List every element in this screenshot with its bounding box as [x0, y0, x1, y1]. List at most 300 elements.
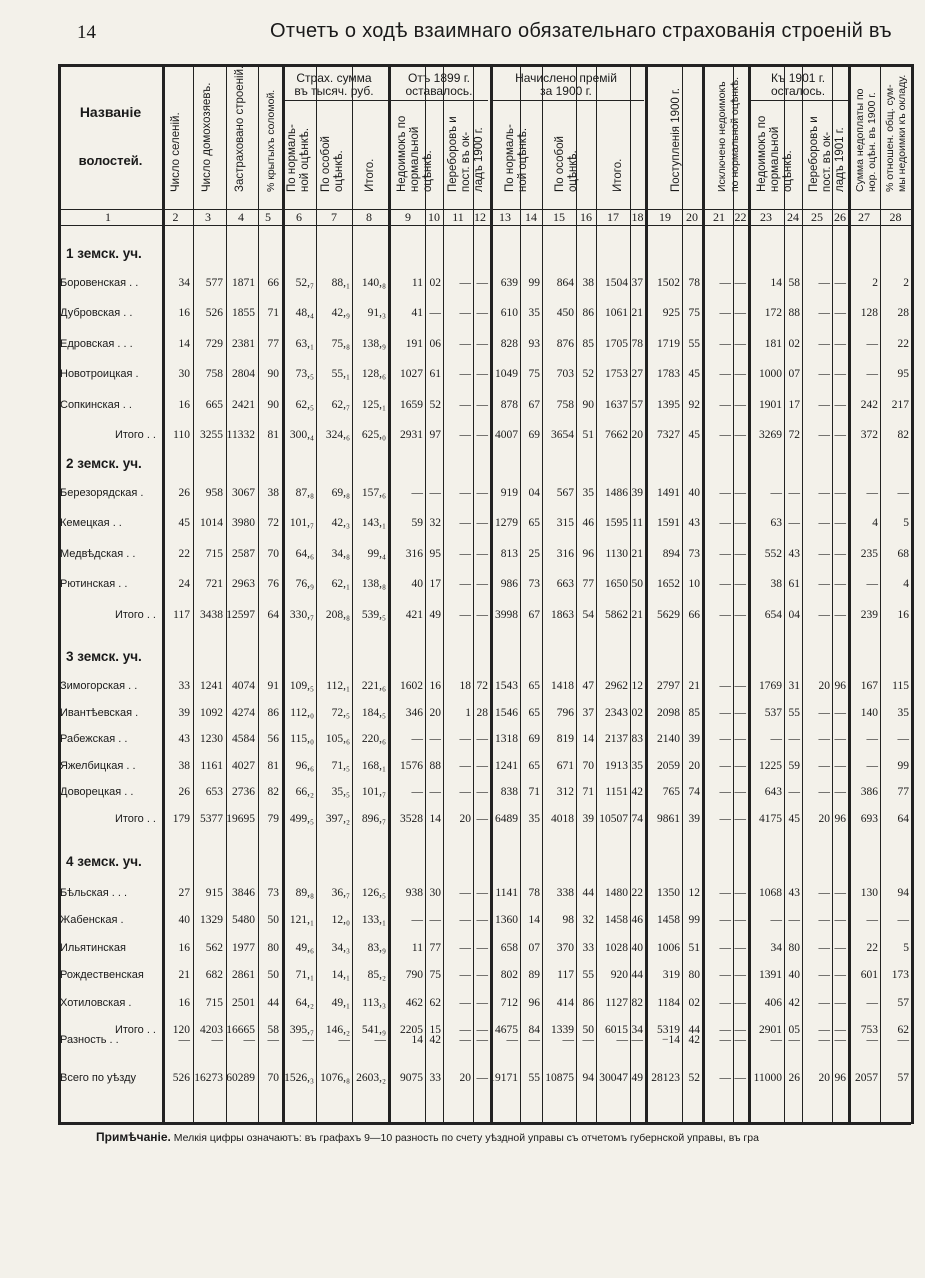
table-cell: 2059: [657, 760, 680, 772]
table-cell: 146,₂: [325, 1024, 350, 1036]
table-cell: 82: [267, 786, 279, 798]
table-cell: 65: [528, 680, 540, 692]
table-cell: 70: [267, 548, 279, 560]
table-cell: —: [476, 1034, 488, 1046]
table-cell: 12,₀: [331, 914, 350, 926]
colnum: 11: [452, 210, 464, 224]
table-cell: —: [866, 733, 878, 745]
table-cell: —: [734, 307, 746, 319]
table-cell: —: [834, 277, 846, 289]
table-cell: —: [719, 942, 731, 954]
table-cell: 96: [834, 813, 846, 825]
table-cell: —: [719, 487, 731, 499]
table-cell: 33: [178, 680, 190, 692]
table-cell: 25: [528, 548, 540, 560]
table-cell: 1028: [605, 942, 628, 954]
table-cell: 93: [528, 338, 540, 350]
table-cell: 16665: [226, 1024, 255, 1036]
table-cell: 49,₁: [331, 997, 350, 1009]
table-cell: —: [866, 338, 878, 350]
grid-line: [443, 64, 444, 1124]
table-cell: 75: [429, 969, 441, 981]
colnum: 4: [238, 210, 244, 224]
grid-line: [58, 225, 911, 226]
table-cell: 11: [411, 942, 423, 954]
table-cell: —: [788, 786, 800, 798]
table-cell: 49: [631, 1072, 643, 1084]
table-cell: —: [834, 307, 846, 319]
table-cell: —: [770, 914, 782, 926]
table-cell: —: [818, 399, 830, 411]
row-name: Хотиловская .: [60, 997, 132, 1009]
table-cell: 07: [788, 368, 800, 380]
table-cell: 138,₈: [361, 578, 386, 590]
table-cell: 59: [788, 760, 800, 772]
table-cell: 42: [429, 1034, 441, 1046]
table-cell: 1595: [605, 517, 628, 529]
table-cell: 97: [429, 429, 441, 441]
table-cell: 39: [582, 813, 594, 825]
table-cell: 28: [897, 307, 909, 319]
section-title: 1 земск. уч.: [66, 246, 142, 261]
table-cell: 66: [688, 609, 700, 621]
table-cell: —: [834, 1024, 846, 1036]
table-cell: —: [719, 786, 731, 798]
table-cell: 3528: [400, 813, 423, 825]
table-cell: 1241: [495, 760, 518, 772]
table-cell: —: [459, 307, 471, 319]
table-cell: 31: [788, 680, 800, 692]
table-cell: —: [476, 786, 488, 798]
table-cell: —: [834, 760, 846, 772]
table-cell: 85: [688, 707, 700, 719]
table-cell: 49: [429, 609, 441, 621]
table-cell: —: [719, 1072, 731, 1084]
table-cell: —: [459, 578, 471, 590]
table-cell: 2931: [400, 429, 423, 441]
table-cell: 76: [267, 578, 279, 590]
grid-line: [491, 100, 644, 101]
row-name: Доворецкая . .: [60, 786, 134, 798]
table-cell: —: [302, 1034, 314, 1046]
table-cell: 601: [860, 969, 878, 981]
table-cell: 43: [788, 887, 800, 899]
table-cell: 55: [788, 707, 800, 719]
table-cell: —: [734, 277, 746, 289]
table-cell: 68: [897, 548, 909, 560]
table-cell: 109,₅: [289, 680, 314, 692]
table-cell: —: [834, 733, 846, 745]
table-cell: —: [834, 368, 846, 380]
grid-line: [542, 64, 543, 1124]
colnum: 22: [734, 210, 747, 224]
table-cell: 179: [172, 813, 190, 825]
table-cell: 28: [476, 707, 488, 719]
header-c27b: нор. оцѣн. въ 1900 г.: [866, 92, 878, 192]
table-cell: 35: [897, 707, 909, 719]
table-cell: 2501: [232, 997, 255, 1009]
table-cell: 48,₄: [295, 307, 314, 319]
table-cell: 2140: [657, 733, 680, 745]
table-cell: —: [719, 914, 731, 926]
table-cell: —: [211, 1034, 223, 1046]
table-cell: 2381: [232, 338, 255, 350]
table-cell: 765: [662, 786, 680, 798]
table-cell: 42: [688, 1034, 700, 1046]
table-cell: 50: [267, 969, 279, 981]
grid-line: [58, 64, 61, 1124]
colnum: 8: [366, 210, 372, 224]
table-cell: 20: [459, 813, 471, 825]
table-cell: 819: [556, 733, 574, 745]
table-cell: 20: [429, 707, 441, 719]
table-cell: 324,₆: [325, 429, 350, 441]
table-cell: 61: [429, 368, 441, 380]
table-cell: 62,₇: [331, 399, 350, 411]
table-cell: 2205: [400, 1024, 423, 1036]
header-c11c: ладъ 1900 г.: [473, 127, 485, 192]
table-cell: 715: [205, 997, 223, 1009]
table-cell: 90: [582, 399, 594, 411]
grid-line: [596, 64, 597, 1124]
table-cell: 1591: [657, 517, 680, 529]
colnum: 25: [811, 210, 823, 224]
table-cell: 2736: [232, 786, 255, 798]
table-cell: 758: [205, 368, 223, 380]
table-cell: —: [897, 914, 909, 926]
table-cell: 20: [688, 760, 700, 772]
table-cell: 88: [788, 307, 800, 319]
colnum: 9: [405, 210, 411, 224]
table-cell: 66: [267, 277, 279, 289]
colnum: 20: [686, 210, 698, 224]
header-c5: % крытыхъ соломой.: [265, 89, 277, 192]
table-cell: 88: [429, 760, 441, 772]
table-cell: 35: [528, 813, 540, 825]
grid-line: [576, 64, 577, 1124]
table-cell: 36,₇: [331, 887, 350, 899]
colnum: 7: [331, 210, 337, 224]
table-cell: —: [476, 277, 488, 289]
table-cell: 94: [897, 887, 909, 899]
colnum: 16: [580, 210, 592, 224]
table-cell: —: [734, 609, 746, 621]
table-cell: —: [459, 338, 471, 350]
table-cell: 58: [267, 1024, 279, 1036]
table-cell: 896,₇: [361, 813, 386, 825]
grid-line: [784, 64, 785, 1124]
table-cell: —: [631, 1034, 643, 1046]
row-name: Итого . .: [114, 609, 156, 621]
table-cell: 38: [582, 277, 594, 289]
table-cell: —: [429, 733, 441, 745]
table-cell: 78: [631, 338, 643, 350]
table-cell: —: [429, 786, 441, 798]
table-cell: 67: [528, 609, 540, 621]
table-cell: 316: [556, 548, 574, 560]
table-cell: 9075: [400, 1072, 423, 1084]
table-cell: 99,₄: [367, 548, 386, 560]
table-cell: 17: [788, 399, 800, 411]
colnum: 10: [428, 210, 440, 224]
table-cell: 715: [205, 548, 223, 560]
table-cell: 3067: [232, 487, 255, 499]
table-cell: 1913: [605, 760, 628, 772]
table-cell: 20: [818, 680, 830, 692]
table-cell: —: [719, 609, 731, 621]
colnum: 28: [889, 210, 902, 224]
table-cell: 26: [178, 487, 190, 499]
table-cell: 69: [528, 733, 540, 745]
table-cell: 71,₁: [295, 969, 314, 981]
table-cell: 2797: [657, 680, 680, 692]
grid-line: [226, 64, 227, 1124]
table-cell: —: [834, 487, 846, 499]
table-cell: —: [734, 733, 746, 745]
table-cell: 1418: [551, 680, 574, 692]
table-cell: —: [476, 914, 488, 926]
table-cell: —: [719, 813, 731, 825]
grid-line: [733, 64, 734, 1124]
table-cell: 5: [903, 517, 909, 529]
table-cell: —: [818, 942, 830, 954]
table-cell: 790: [405, 969, 423, 981]
table-cell: 34,₈: [331, 548, 350, 560]
table-cell: —: [818, 914, 830, 926]
table-cell: —: [476, 609, 488, 621]
table-cell: 316: [405, 548, 423, 560]
table-cell: —: [411, 786, 423, 798]
table-cell: 32: [582, 914, 594, 926]
table-cell: 920: [610, 969, 628, 981]
table-cell: 2804: [232, 368, 255, 380]
table-cell: 915: [205, 887, 223, 899]
table-cell: 17: [429, 578, 441, 590]
table-cell: —: [897, 733, 909, 745]
table-cell: 796: [556, 707, 574, 719]
row-name: Жабенская .: [60, 914, 124, 926]
table-cell: 21: [631, 548, 643, 560]
table-cell: 663: [556, 578, 574, 590]
header-c25c: ладъ 1901 г.: [834, 127, 846, 192]
table-cell: 65: [528, 760, 540, 772]
table-cell: —: [818, 578, 830, 590]
table-cell: 02: [688, 997, 700, 1009]
table-cell: —: [734, 680, 746, 692]
table-cell: —: [338, 1034, 350, 1046]
table-cell: 62,₅: [295, 399, 314, 411]
table-cell: 925: [662, 307, 680, 319]
table-cell: 12597: [226, 609, 255, 621]
grid-line: [58, 209, 911, 210]
table-cell: 346: [405, 707, 423, 719]
row-name: Дубровская . .: [60, 307, 133, 319]
table-cell: 59: [411, 517, 423, 529]
colnum: 17: [607, 210, 619, 224]
table-cell: 83,₉: [367, 942, 386, 954]
table-cell: 157,₆: [361, 487, 386, 499]
table-cell: 5629: [657, 609, 680, 621]
table-cell: 39: [178, 707, 190, 719]
table-cell: 57: [631, 399, 643, 411]
table-cell: —: [429, 914, 441, 926]
table-cell: —: [734, 707, 746, 719]
table-cell: 2587: [232, 548, 255, 560]
table-cell: —: [734, 969, 746, 981]
table-cell: 96: [834, 680, 846, 692]
table-cell: —: [818, 338, 830, 350]
table-cell: 73: [528, 578, 540, 590]
table-cell: 1855: [232, 307, 255, 319]
page-title: Отчетъ о ходѣ взаимнаго обязательнаго страхованія строеній въ: [270, 20, 892, 42]
table-cell: 5319: [657, 1024, 680, 1036]
table-cell: 406: [764, 997, 782, 1009]
colnum: 27: [858, 210, 870, 224]
table-cell: 1049: [495, 368, 518, 380]
table-cell: 73: [688, 548, 700, 560]
grid-line: [832, 64, 833, 1124]
table-cell: 414: [556, 997, 574, 1009]
table-cell: 117: [173, 609, 190, 621]
table-cell: 91: [267, 680, 279, 692]
table-cell: 38: [178, 760, 190, 772]
table-cell: 537: [764, 707, 782, 719]
table-cell: —: [476, 997, 488, 1009]
table-cell: 65: [528, 517, 540, 529]
table-cell: 37: [631, 277, 643, 289]
table-cell: 16: [429, 680, 441, 692]
table-cell: 128,₆: [361, 368, 386, 380]
table-cell: 78: [528, 887, 540, 899]
table-cell: 138,₉: [361, 338, 386, 350]
table-cell: —: [476, 942, 488, 954]
table-cell: 72: [267, 517, 279, 529]
table-cell: —: [818, 1034, 830, 1046]
table-cell: 43: [788, 548, 800, 560]
table-cell: —: [459, 399, 471, 411]
table-cell: 1652: [657, 578, 680, 590]
table-cell: 2421: [232, 399, 255, 411]
colnum: 14: [525, 210, 537, 224]
table-cell: 86: [582, 307, 594, 319]
grid-line: [473, 64, 474, 1124]
table-cell: 79: [267, 813, 279, 825]
table-cell: —: [734, 942, 746, 954]
table-cell: 34: [178, 277, 190, 289]
table-cell: 71: [267, 307, 279, 319]
table-cell: 35: [528, 307, 540, 319]
table-cell: 11: [411, 277, 423, 289]
grid-line: [58, 64, 911, 67]
header-c25a: Переборовъ и: [808, 116, 820, 192]
table-cell: 1092: [200, 707, 223, 719]
table-cell: —: [734, 578, 746, 590]
table-cell: 47: [582, 680, 594, 692]
table-cell: 1241: [200, 680, 223, 692]
table-cell: 1705: [605, 338, 628, 350]
table-cell: 143,₁: [361, 517, 386, 529]
colnum: 23: [760, 210, 772, 224]
table-cell: 27: [631, 368, 643, 380]
table-cell: —: [476, 368, 488, 380]
table-cell: 82: [897, 429, 909, 441]
table-cell: 44: [631, 969, 643, 981]
table-cell: 577: [205, 277, 223, 289]
table-cell: 671: [556, 760, 574, 772]
table-cell: 85,₂: [367, 969, 386, 981]
table-cell: 1491: [657, 487, 680, 499]
table-cell: 1650: [605, 578, 628, 590]
table-cell: 21: [631, 307, 643, 319]
table-cell: 12: [631, 680, 643, 692]
table-cell: 22: [631, 887, 643, 899]
statistics-table: [58, 64, 911, 1124]
table-cell: 80: [267, 942, 279, 954]
table-cell: —: [788, 517, 800, 529]
header-c13a: По нормаль-: [504, 124, 516, 192]
table-cell: —: [818, 887, 830, 899]
grid-line: [388, 64, 391, 1124]
table-cell: 34: [631, 1024, 643, 1036]
table-cell: 938: [405, 887, 423, 899]
table-cell: —: [411, 487, 423, 499]
table-cell: 45: [688, 368, 700, 380]
table-cell: 208,₈: [325, 609, 350, 621]
table-cell: —: [818, 969, 830, 981]
table-cell: 1458: [657, 914, 680, 926]
table-cell: 33: [429, 1072, 441, 1084]
table-cell: —: [178, 1034, 190, 1046]
table-cell: 3980: [232, 517, 255, 529]
table-cell: 30047: [599, 1072, 628, 1084]
header-c11b: пост. въ ок-: [460, 131, 472, 192]
table-cell: −14: [662, 1034, 680, 1046]
table-cell: 80: [688, 969, 700, 981]
table-cell: —: [818, 1024, 830, 1036]
table-cell: 1360: [495, 914, 518, 926]
colnum: 19: [659, 210, 671, 224]
table-cell: 1068: [759, 887, 782, 899]
table-cell: 72,₅: [331, 707, 350, 719]
table-cell: 39: [688, 813, 700, 825]
table-cell: 10507: [599, 813, 628, 825]
table-cell: 653: [205, 786, 223, 798]
table-cell: —: [719, 277, 731, 289]
table-cell: 55,₁: [331, 368, 350, 380]
table-cell: 120: [172, 1024, 190, 1036]
table-cell: 55: [688, 338, 700, 350]
table-cell: 221,₆: [361, 680, 386, 692]
table-cell: —: [459, 914, 471, 926]
table-cell: 1000: [759, 368, 782, 380]
table-cell: —: [834, 942, 846, 954]
table-cell: 39: [688, 733, 700, 745]
colnum: 2: [172, 210, 179, 224]
table-cell: 63: [770, 517, 782, 529]
table-cell: 77: [897, 786, 909, 798]
grid-line: [748, 64, 751, 1124]
table-cell: 1230: [200, 733, 223, 745]
table-cell: 110: [173, 429, 190, 441]
table-cell: —: [866, 368, 878, 380]
table-cell: —: [818, 307, 830, 319]
table-cell: —: [818, 707, 830, 719]
header-group-1901-l2: осталось.: [770, 84, 826, 98]
table-cell: 89,₈: [295, 887, 314, 899]
table-cell: 729: [205, 338, 223, 350]
header-c9c: оцѣнкѣ.: [422, 150, 434, 192]
header-group-1899-l1: Отъ 1899 г.: [408, 71, 470, 85]
